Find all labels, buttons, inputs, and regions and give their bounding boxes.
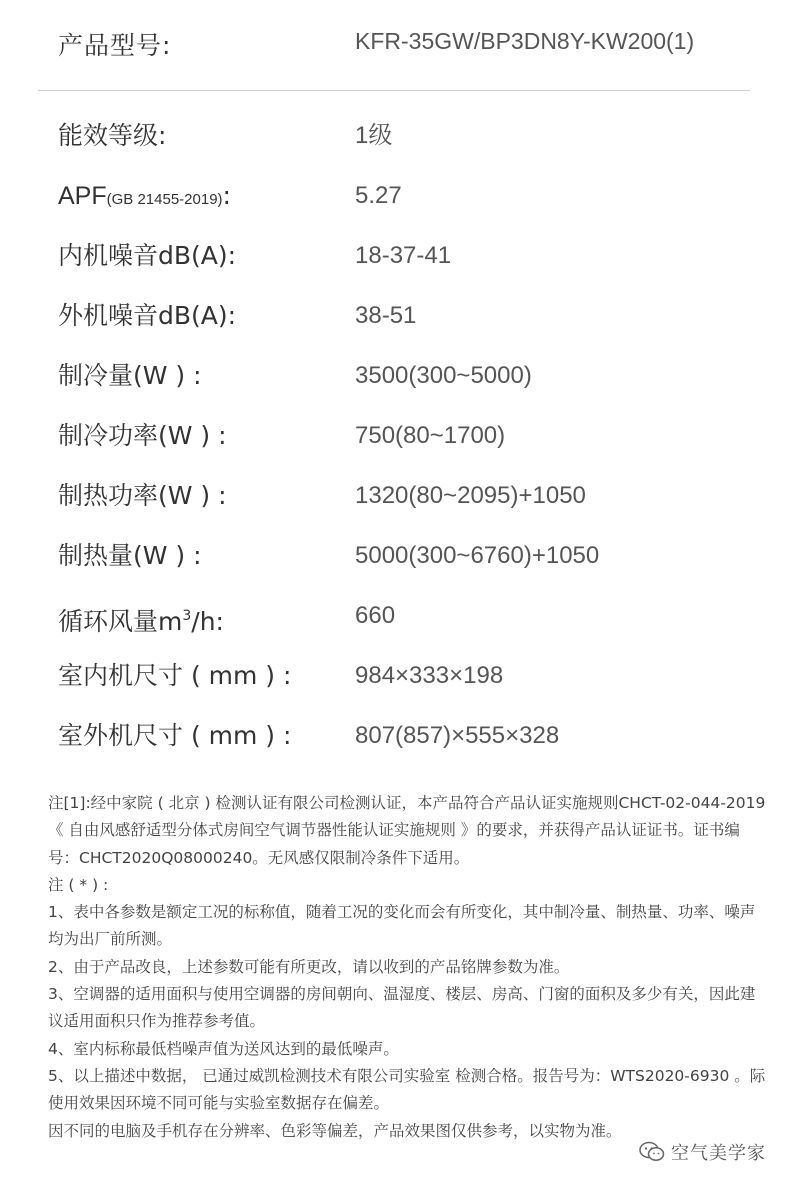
model-value: KFR-35GW/BP3DN8Y-KW200(1): [355, 28, 695, 54]
spec-label: 制冷量(W ) :: [58, 361, 202, 390]
spec-value: 1级: [355, 122, 393, 149]
spec-row-apf: [0, 176, 790, 236]
notes-section: [48, 790, 768, 1145]
note-disclaimer: 因不同的电脑及手机存在分辨率、色彩等偏差，产品效果图仅供参考，以实物为准。: [48, 1121, 622, 1140]
note-item: 4、室内标称最低档噪声值为送风达到的最低噪声。: [48, 1039, 399, 1058]
spec-row-outdoor-size: [0, 716, 790, 776]
spec-label: 制热功率(W ) :: [58, 481, 227, 510]
spec-value: 38-51: [355, 302, 417, 329]
spec-label-main: 循环风量m: [58, 607, 183, 636]
spec-row-indoor-noise: [0, 236, 790, 296]
spec-row-airflow: [0, 596, 790, 656]
spec-row-cooling-power: [0, 416, 790, 476]
divider: [38, 90, 750, 91]
note-heading: 注 ( * ) :: [48, 875, 109, 894]
spec-row-indoor-size: [0, 656, 790, 716]
spec-row-heating-power: [0, 476, 790, 536]
spec-label: 制热量(W ) :: [58, 541, 202, 570]
note-item: 1、表中各参数是额定工况的标称值，随着工况的变化而会有所变化，其中制冷量、制热量、功率、噪声均为出厂前所测。: [48, 903, 756, 949]
spec-row-efficiency: [0, 116, 790, 176]
spec-label-main: APF: [58, 182, 107, 210]
note-item: 5、以上描述中数据， 已通过威凯检测技术有限公司实验室 检测合格。报告号为：WTS2020-6930 。际使用效果因环境不同可能与实验室数据存在偏差。: [48, 1066, 766, 1113]
spec-row-cooling-capacity: [0, 356, 790, 416]
spec-value: 750(80~1700): [355, 422, 506, 449]
spec-label: 制冷功率(W ) :: [58, 421, 227, 450]
spec-value: 3500(300~5000): [355, 362, 532, 389]
spec-row-outdoor-noise: [0, 296, 790, 356]
watermark: [639, 1138, 766, 1166]
spec-value: 5.27: [355, 182, 402, 209]
spec-value: 807(857)×555×328: [355, 722, 560, 749]
spec-value: 18-37-41: [355, 242, 452, 269]
spec-row-heating-capacity: [0, 536, 790, 596]
spec-label: [58, 596, 224, 642]
note-item: 3、空调器的适用面积与使用空调器的房间朝向、温湿度、楼层、房高、门窗的面积及多少有关，因此建议适用面积只作为推荐参考值。: [48, 985, 756, 1031]
wechat-icon: [639, 1141, 665, 1163]
watermark-text: 空气美学家: [671, 1143, 766, 1164]
spec-label: 内机噪音dB(A):: [58, 241, 237, 270]
spec-label-sup: 3: [182, 608, 192, 624]
note-item: 2、由于产品改良，上述参数可能有所更改，请以收到的产品铭牌参数为准。: [48, 957, 570, 976]
spec-value: 984×333×198: [355, 662, 504, 689]
spec-label: [58, 176, 231, 220]
spec-value: 1320(80~2095)+1050: [355, 482, 586, 509]
spec-label-tail: :: [222, 181, 231, 210]
spec-label: 能效等级:: [58, 121, 167, 150]
spec-value: 660: [355, 602, 396, 629]
spec-label: 外机噪音dB(A):: [58, 301, 237, 330]
spec-label: 室外机尺寸 ( mm ) :: [58, 721, 292, 750]
note-certification: 注[1]:经中家院 ( 北京 ) 检测认证有限公司检测认证，本产品符合产品认证实施规则CHCT-02-044-2019《 自由风感舒适型分体式房间空气调节器性能认证实施规则 》的要求，并获得产品认证证书。证书编号：CHCT2020Q08000240。无风感仅限制冷条件下适用。: [48, 794, 766, 867]
spec-label-standard: (GB 21455-2019): [106, 191, 223, 208]
model-row: [0, 0, 790, 90]
spec-value: 5000(300~6760)+1050: [355, 542, 600, 569]
spec-label: 室内机尺寸 ( mm ) :: [58, 661, 292, 690]
model-label: 产品型号:: [58, 31, 172, 60]
spec-label-tail: /h:: [191, 607, 224, 636]
